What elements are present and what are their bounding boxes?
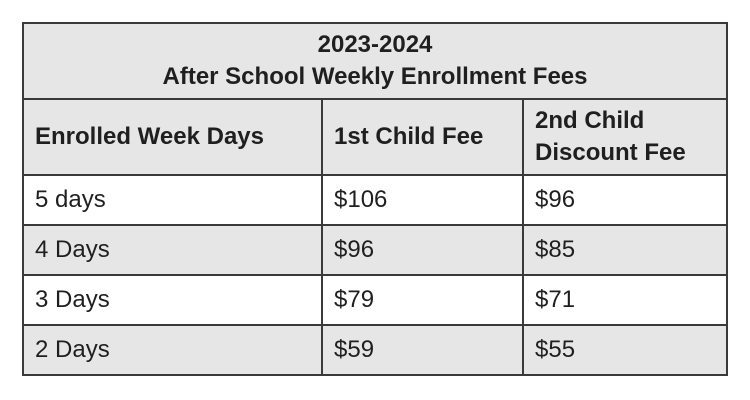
fee-table <box>22 22 728 376</box>
header-enrolled-week-days: Enrolled Week Days <box>23 99 322 175</box>
table-row <box>23 325 727 375</box>
cell-second-child-fee: $96 <box>523 175 727 225</box>
cell-first-child-fee: $79 <box>322 275 523 325</box>
cell-first-child-fee: $106 <box>322 175 523 225</box>
cell-first-child-fee: $96 <box>322 225 523 275</box>
header-row <box>23 99 727 175</box>
cell-second-child-fee: $85 <box>523 225 727 275</box>
header-first-child-fee: 1st Child Fee <box>322 99 523 175</box>
cell-days: 4 Days <box>23 225 322 275</box>
title-row <box>23 23 727 99</box>
cell-days: 3 Days <box>23 275 322 325</box>
table-row <box>23 175 727 225</box>
title-description: After School Weekly Enrollment Fees <box>162 63 588 90</box>
cell-days: 5 days <box>23 175 322 225</box>
title-year: 2023-2024 <box>317 31 433 58</box>
cell-second-child-fee: $71 <box>523 275 727 325</box>
header-second-child-discount-fee: 2nd Child Discount Fee <box>523 99 727 175</box>
cell-first-child-fee: $59 <box>322 325 523 375</box>
cell-second-child-fee: $55 <box>523 325 727 375</box>
table-row <box>23 225 727 275</box>
table-title <box>23 23 727 99</box>
table-row <box>23 275 727 325</box>
cell-days: 2 Days <box>23 325 322 375</box>
